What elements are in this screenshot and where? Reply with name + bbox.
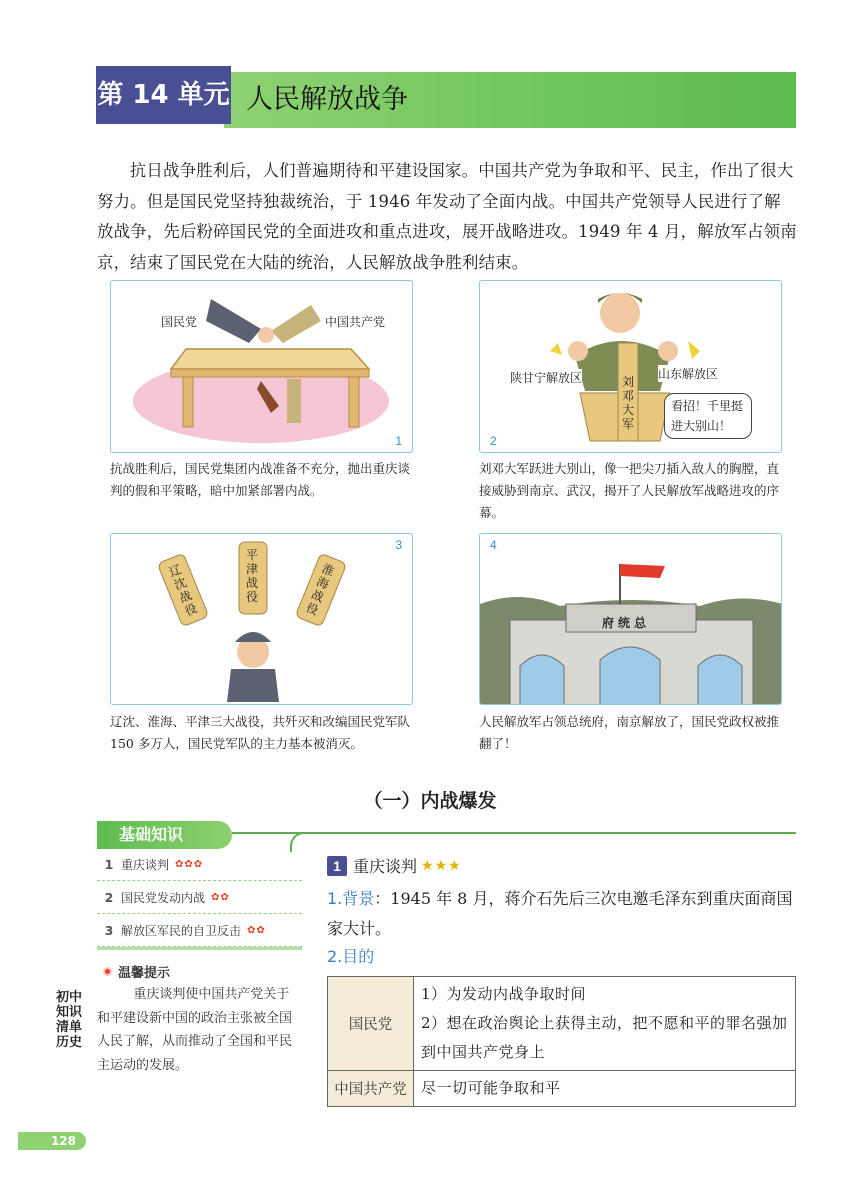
book-side-label: 初中知识清单 历史 [55,990,82,1050]
table-cell-party: 中国共产党 [328,1071,414,1107]
purpose-table [327,976,796,1107]
page-number: 128 [18,1132,86,1150]
intro-paragraph: 抗日战争胜利后，人们普遍期待和平建设国家。中国共产党为争取和平、民主，作出了很大努力。但是国民党坚持独裁统治，于 1946 年发动了全面内战。中国共产党领导人民进行了解放战争，先后粉碎国民党的全面进攻和重点进攻，展开战略进攻。1949 年 4 月，解放军占领南京，结束了国民党在大陆的统治，人民解放战争胜利结束。 [97,161,797,272]
panel3-label-liaoshen: 辽沈战役 [167,562,200,619]
bullet-icon [103,967,112,976]
basics-list-item: 3 解放区军民的自卫反击 ✿✿ [97,914,302,947]
panel-number: 2 [490,434,497,448]
table-cell-party: 国民党 [328,977,414,1071]
panel1-caption: 抗战胜利后，国民党集团内战准备不充分，抛出重庆谈判的假和平策略，暗中加紧部署内战。 [110,461,411,498]
panel2-caption: 刘邓大军跃进大别山，像一把尖刀插入敌人的胸膛，直接威胁到南京、武汉，揭开了人民解放军战略进攻的序幕。 [479,461,780,520]
basics-list-underline [97,947,302,950]
tip-body: 重庆谈判使中国共产党关于和平建设新中国的政治主张被全国人民了解，从而推动了全国和平民主运动的发展。 [97,987,293,1073]
panel-number: 3 [395,538,402,552]
topic-title: 重庆谈判 [353,857,418,876]
basics-list-item: 1 重庆谈判 ✿✿✿ [97,848,302,881]
topic-background: 1.背景：1945 年 8 月，蒋介石先后三次电邀毛泽东到重庆面商国家大计。 [327,889,793,938]
tip-heading: 温馨提示 [103,962,170,981]
comic-panel-2 [479,280,782,453]
unit-tag: 第 14 单元 [96,66,231,124]
table-row [328,1071,796,1107]
section-title: （一）内战爆发 [363,790,497,812]
topic-number-badge: 1 [327,856,347,876]
panel1-label-kmt: 国民党 [161,315,198,329]
negotiation-table-illustration [111,281,413,453]
panel3-label-huaihai: 淮海战役 [304,561,337,618]
panel2-label-liudeng: 刘邓大军 [622,375,635,431]
comic-panel-3 [110,533,413,705]
panel1-label-cpc: 中国共产党 [325,315,386,329]
panel-number: 1 [395,434,402,448]
topic-heading [327,854,462,877]
star-rating-icon: ✿✿ [211,891,230,903]
panel2-label-shaanganning: 陕甘宁解放区 [510,371,583,385]
three-campaigns-illustration [111,534,413,705]
unit-title: 人民解放战争 [246,84,408,115]
table-cell-purpose: 1）为发动内战争取时间 2）想在政治舆论上获得主动，把不愿和平的罪名强加到中国共产党身上 [414,977,796,1071]
topic-purpose-label: 2.目的 [327,947,375,966]
star-rating-icon: ★★★ [421,857,462,874]
panel3-label-pingjin: 平津战役 [246,548,259,604]
comic-panel-1 [110,280,413,453]
basics-tab: 基础知识 [97,821,232,849]
panel4-plaque: 府统总 [602,616,651,630]
panel3-caption: 辽沈、淮海、平津三大战役，共歼灭和改编国民党军队 150 多万人，国民党军队的主力基本被消灭。 [110,714,411,751]
star-rating-icon: ✿✿✿ [175,858,204,870]
comic-panel-4 [479,533,782,705]
panel2-speech-bubble: 看招！千里挺进大别山！ [664,393,752,439]
table-cell-purpose: 尽一切可能争取和平 [414,1071,796,1107]
basics-list [97,848,302,950]
table-row [328,977,796,1071]
panel-number: 4 [490,538,497,552]
panel2-label-shandong: 山东解放区 [658,367,719,381]
star-rating-icon: ✿✿ [247,924,266,936]
basics-list-item: 2 国民党发动内战 ✿✿ [97,881,302,914]
unit-banner [96,66,796,128]
panel4-caption: 人民解放军占领总统府，南京解放了，国民党政权被推翻了！ [479,714,780,751]
